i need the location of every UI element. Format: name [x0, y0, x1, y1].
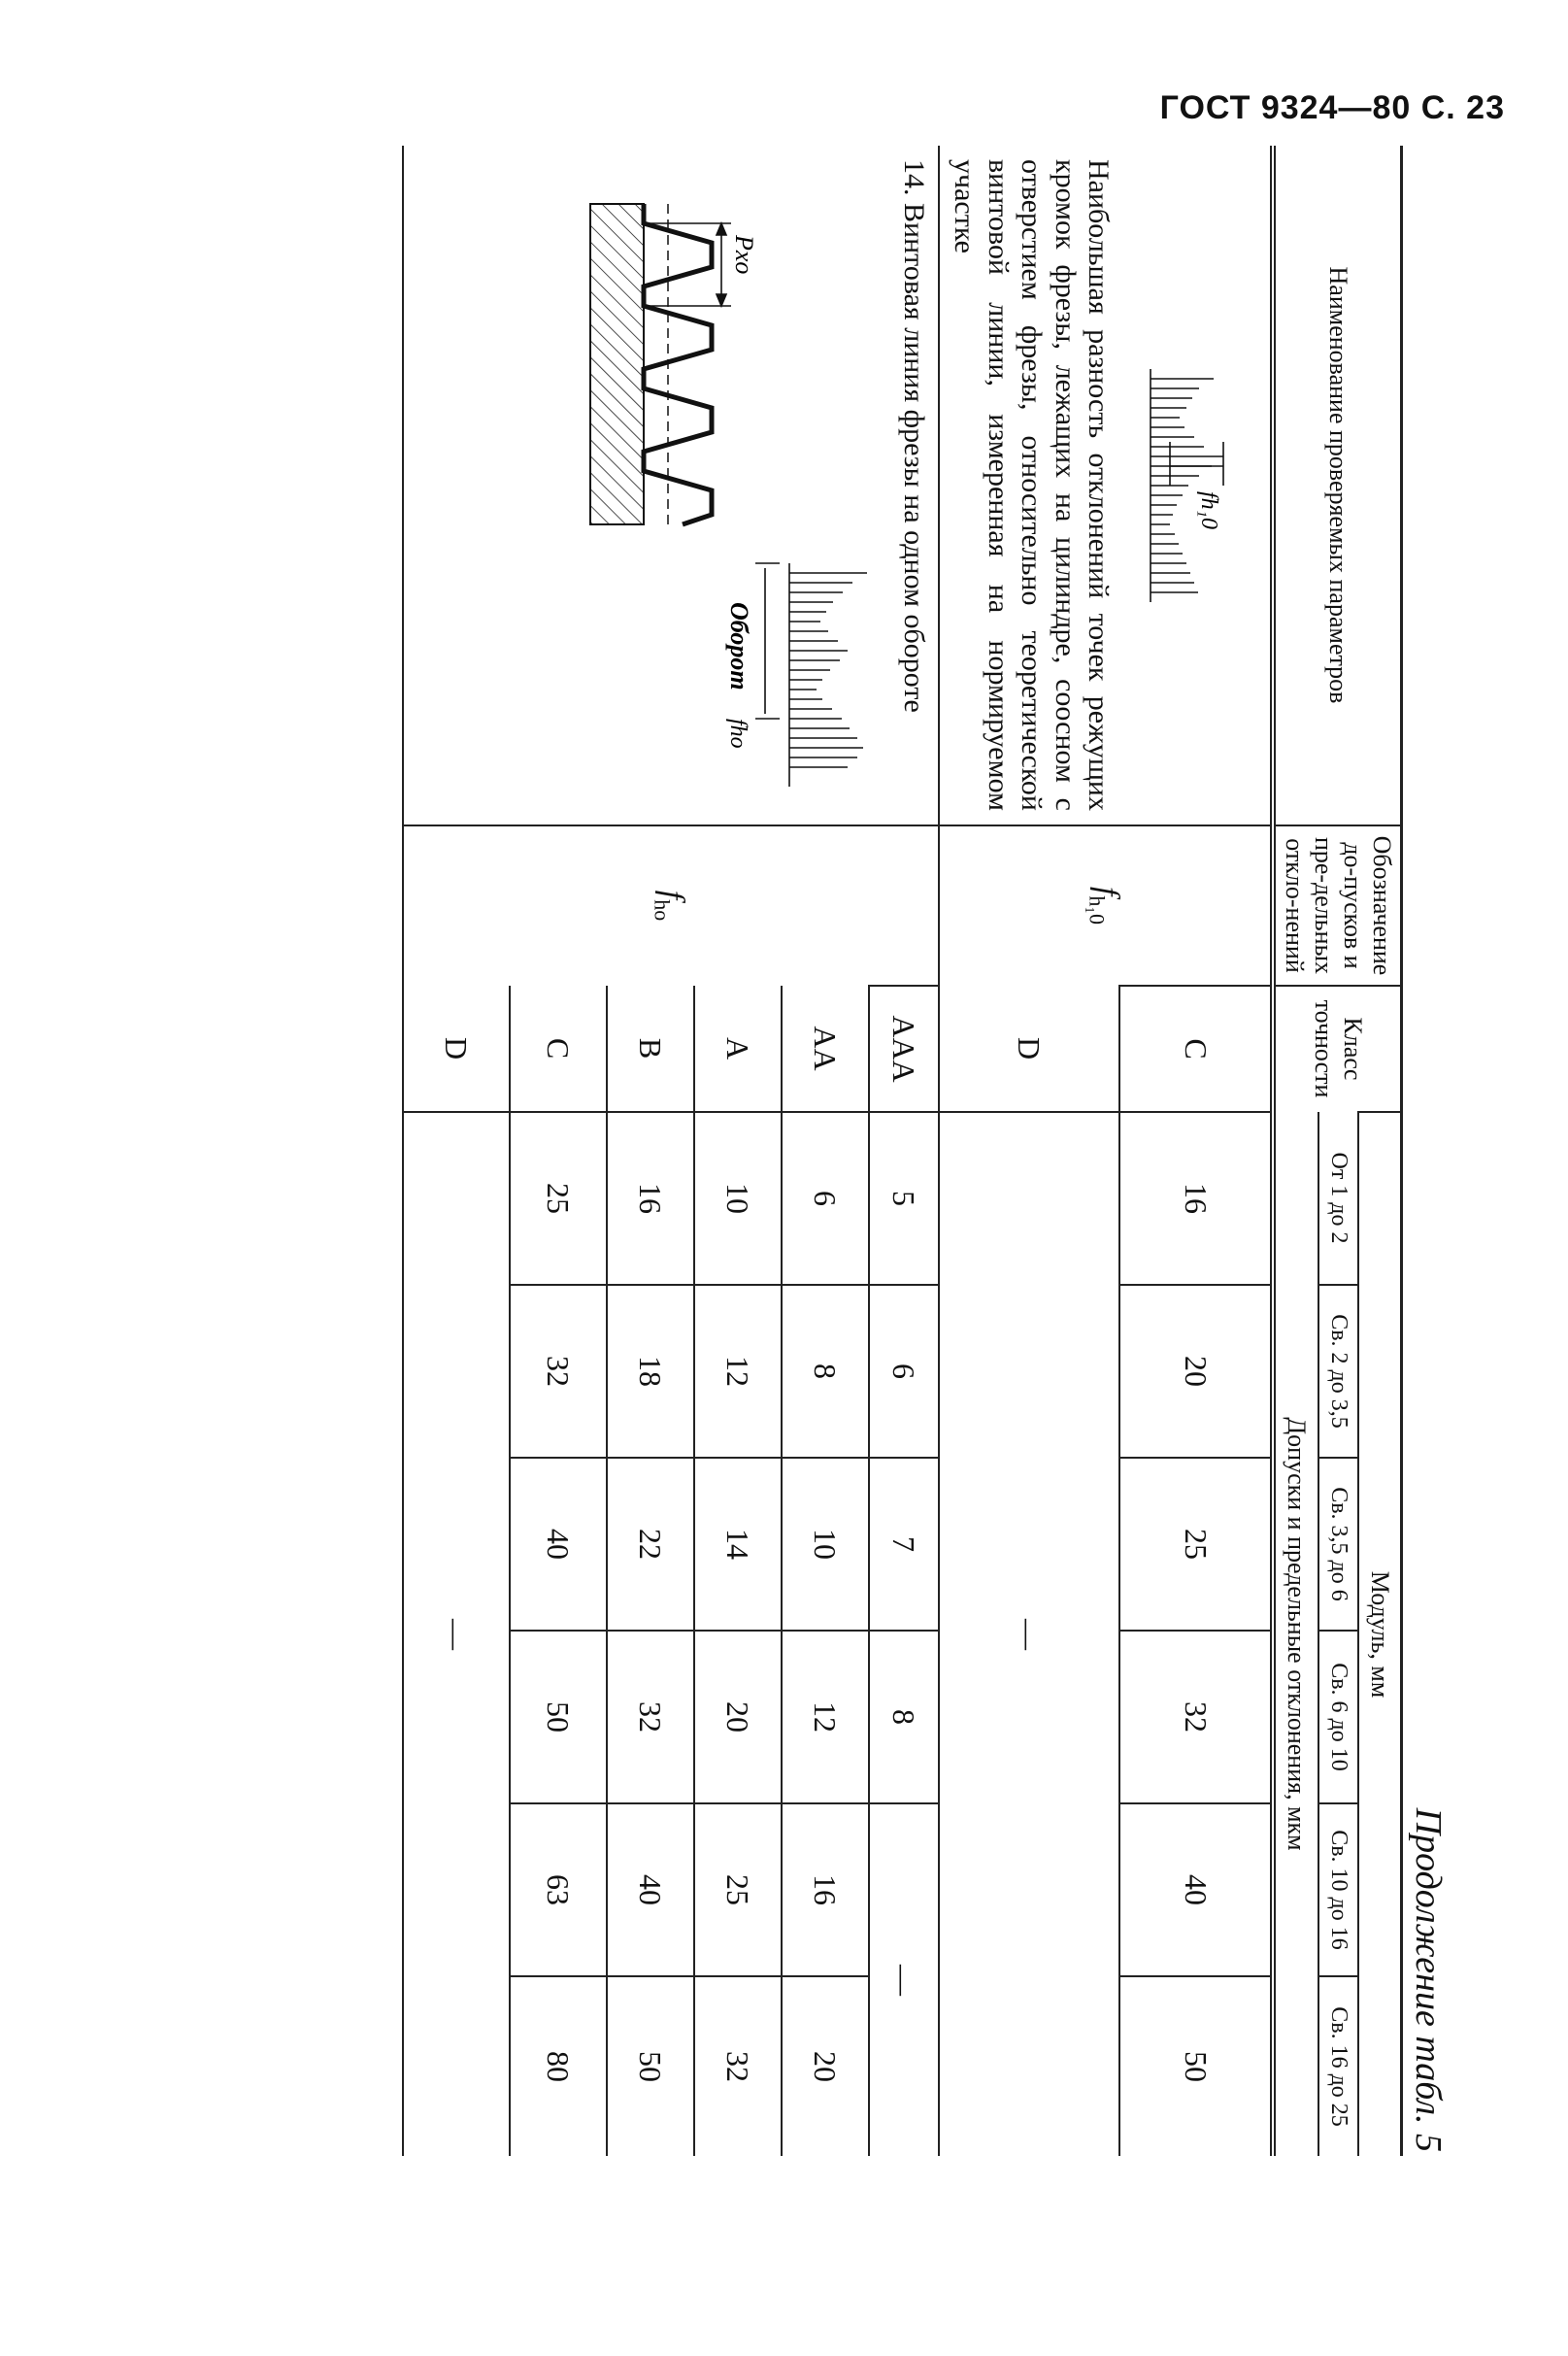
- table-cell: 10: [782, 1458, 869, 1631]
- table-cell: 16: [607, 1112, 694, 1285]
- table-cell: 18: [607, 1285, 694, 1458]
- table-cell: 20: [782, 1976, 869, 2156]
- section1-symbol-sub: h₁0: [1084, 895, 1109, 926]
- table-cell: 32: [607, 1631, 694, 1803]
- table-cell: 5: [869, 1112, 939, 1285]
- table-cell: 25: [1119, 1458, 1273, 1631]
- table-cell: —: [403, 1112, 510, 2156]
- section1-symbol-main: f: [1088, 886, 1125, 896]
- table-cell: 50: [1119, 1976, 1273, 2156]
- tolerance-table: [402, 146, 1403, 2156]
- table-cell: 6: [782, 1112, 869, 1285]
- table-cell: 20: [694, 1631, 782, 1803]
- module-header-2: Св. 2 до 3,5: [1318, 1285, 1358, 1458]
- table-cell: 80: [510, 1976, 607, 2156]
- table-cell: 25: [694, 1803, 782, 1976]
- table-cell: 32: [510, 1285, 607, 1458]
- symbol-col-header: Обозначение до-пусков и пре-дельных откло-нений: [1273, 825, 1401, 986]
- table-cell: 20: [1119, 1285, 1273, 1458]
- tolerance-units-header: Допуски и предельные отклонения, мкм: [1273, 1112, 1318, 2156]
- table-cell: 40: [1119, 1803, 1273, 1976]
- table-caption: Продолжение табл. 5: [1408, 1807, 1449, 2152]
- section2-description-cell: [403, 146, 939, 825]
- table-cell: —: [939, 1112, 1119, 2156]
- section2-pitch-label: Pxo: [730, 234, 759, 274]
- section1-symbol: [939, 825, 1274, 986]
- table-cell: 12: [782, 1631, 869, 1803]
- table-cell: 50: [607, 1976, 694, 2156]
- section2-row-class: A: [694, 986, 782, 1112]
- section2-thread-diagram: [537, 175, 886, 796]
- section1-description: Наибольшая разность отклонений точек режущих кромок фрезы, лежащих на цилиндре, соосном с отверстием фрезы, относительно теоретической винтовой линии, измеренная на нормируемом участке: [949, 159, 1116, 811]
- module-header-6: Св. 16 до 25: [1318, 1976, 1358, 2156]
- module-header-3: Св. 3,5 до 6: [1318, 1458, 1358, 1631]
- table-cell: 40: [510, 1458, 607, 1631]
- section1-figure-label: fh₁0: [1196, 490, 1222, 529]
- table-cell: 32: [1119, 1631, 1273, 1803]
- section2-symbol-sub: ho: [650, 899, 675, 922]
- table-cell: 14: [694, 1458, 782, 1631]
- table-cell: 10: [694, 1112, 782, 1285]
- section2-turn-label: Оборот: [725, 601, 754, 690]
- table-cell: 16: [1119, 1112, 1273, 1285]
- rotated-table-frame: [141, 146, 1451, 2156]
- section2-symbol: [403, 825, 939, 986]
- section2-row-class: AA: [782, 986, 869, 1112]
- table-cell: 6: [869, 1285, 939, 1458]
- module-group-header: Модуль, мм: [1358, 1112, 1401, 2156]
- section2-row-class: D: [403, 986, 510, 1112]
- table-cell: 63: [510, 1803, 607, 1976]
- table-cell: 16: [782, 1803, 869, 1976]
- section2-row-class: C: [510, 986, 607, 1112]
- page-header: ГОСТ 9324—80 С. 23: [1159, 89, 1505, 126]
- class-col-header: Класс точности: [1273, 986, 1401, 1112]
- section2-dev-label: fho: [725, 718, 751, 749]
- section2-row-class: AAA: [869, 986, 939, 1112]
- section1-row-class: D: [939, 986, 1119, 1112]
- param-col-header: Наименование проверяемых параметров: [1273, 146, 1401, 825]
- table-cell: 8: [782, 1285, 869, 1458]
- table-cell: 12: [694, 1285, 782, 1458]
- table-cell: —: [869, 1803, 939, 2156]
- module-header-4: Св. 6 до 10: [1318, 1631, 1358, 1803]
- table-cell: 7: [869, 1458, 939, 1631]
- module-header-1: От 1 до 2: [1318, 1112, 1358, 1285]
- section1-row-class: C: [1119, 986, 1273, 1112]
- table-cell: 50: [510, 1631, 607, 1803]
- table-cell: 25: [510, 1112, 607, 1285]
- table-cell: 8: [869, 1631, 939, 1803]
- table-cell: 32: [694, 1976, 782, 2156]
- section2-row-class: B: [607, 986, 694, 1112]
- table-cell: 40: [607, 1803, 694, 1976]
- section2-symbol-main: f: [654, 890, 691, 900]
- table-cell: 22: [607, 1458, 694, 1631]
- section1-helix-deviation-diagram: [1126, 359, 1252, 612]
- section1-description-cell: [939, 146, 1274, 825]
- module-header-5: Св. 10 до 16: [1318, 1803, 1358, 1976]
- section2-title: 14. Винтовая линия фрезы на одном обороте: [897, 159, 930, 713]
